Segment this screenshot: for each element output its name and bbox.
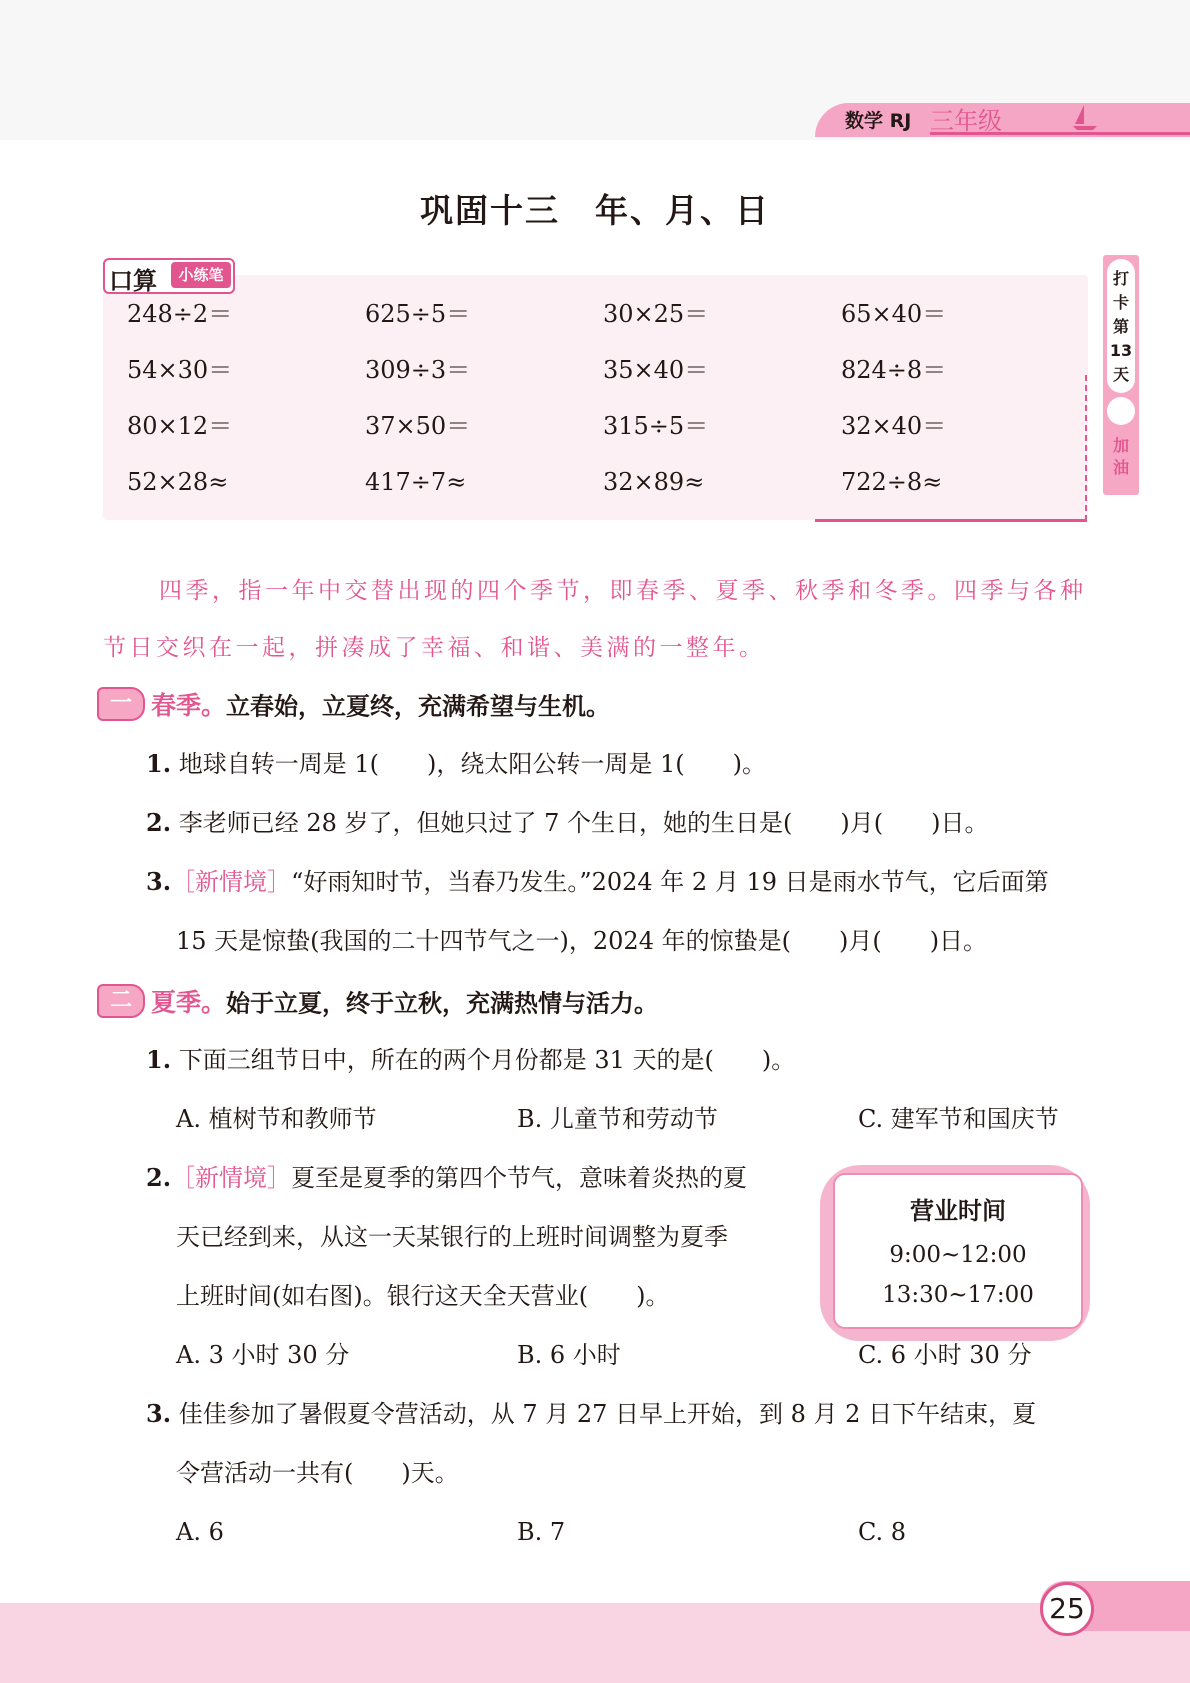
section-header-summer — [97, 983, 658, 1019]
option-b: B. 6 小时 — [517, 1341, 621, 1369]
question-1-3-line2: 15 天是惊蛰(我国的二十四节气之一)，2024 年的惊蛰是( )月( )日。 — [176, 927, 988, 955]
sailboat-icon — [1070, 102, 1100, 132]
section-number: 一 — [109, 691, 132, 716]
checkin-badge — [1103, 255, 1139, 495]
question-text: 李老师已经 28 岁了，但她只过了 7 个生日，她的生日是( )月( )日。 — [171, 809, 989, 837]
question-text: 下面三组节日中，所在的两个月份都是 31 天的是( )。 — [171, 1046, 796, 1074]
question-2-2 — [146, 1161, 747, 1195]
calc-item: 35×40＝ — [603, 356, 709, 384]
question-2-2-line2: 天已经到来，从这一天某银行的上班时间调整为夏季 — [176, 1223, 728, 1251]
option-c: C. 6 小时 30 分 — [858, 1341, 1032, 1369]
page-title: 巩固十三 年、月、日 — [420, 191, 770, 230]
question-number: 2. — [146, 808, 172, 837]
checkin-checkbox[interactable] — [1107, 397, 1135, 425]
oral-label-text: 口算 — [109, 267, 157, 295]
question-number: 1. — [146, 749, 172, 778]
calc-item: 417÷7≈ — [365, 468, 467, 496]
question-text: “好雨知时节，当春乃发生。”2024 年 2 月 19 日是雨水节气，它后面第 — [291, 868, 1049, 896]
question-text: 佳佳参加了暑假夏令营活动，从 7 月 27 日早上开始，到 8 月 2 日下午结束，夏 — [171, 1400, 1037, 1428]
page-number: 25 — [1040, 1582, 1094, 1636]
calc-item: 625÷5＝ — [365, 300, 471, 328]
calc-item: 54×30＝ — [127, 356, 233, 384]
option-b: B. 7 — [517, 1518, 566, 1546]
calc-item: 722÷8≈ — [841, 468, 943, 496]
header-grade: 三年级 — [930, 107, 1002, 135]
section-number-badge — [97, 687, 145, 721]
calculation-grid — [127, 298, 1087, 499]
question-number: 2. — [146, 1163, 172, 1192]
question-1-1 — [146, 747, 766, 781]
section-title: 夏季。 — [151, 988, 227, 1017]
calc-item: 32×40＝ — [841, 412, 947, 440]
section-description: 始于立夏，终于立秋，充满热情与活力。 — [226, 989, 659, 1018]
calc-item: 80×12＝ — [127, 412, 233, 440]
option-a: A. 3 小时 30 分 — [176, 1341, 350, 1369]
calc-item: 30×25＝ — [603, 300, 709, 328]
business-hours-afternoon: 13:30~17:00 — [882, 1282, 1034, 1308]
section-header-spring — [97, 686, 610, 722]
section-number: 二 — [109, 988, 132, 1013]
section-number-badge — [97, 984, 145, 1018]
calc-item: 52×28≈ — [127, 468, 229, 496]
question-2-2-line3: 上班时间(如右图)。银行这天全天营业( )。 — [176, 1282, 670, 1310]
question-1-2 — [146, 806, 988, 840]
business-hours-title: 营业时间 — [910, 1197, 1006, 1225]
option-c: C. 建军节和国庆节 — [858, 1105, 1059, 1133]
calc-item: 315÷5＝ — [603, 412, 709, 440]
checkin-label-box — [1107, 259, 1135, 393]
business-hours-card — [833, 1173, 1083, 1329]
question-number: 3. — [146, 1399, 172, 1428]
intro-paragraph: 四季，指一年中交替出现的四个季节，即春季、夏季、秋季和冬季。四季与各种节日交织在一起，拼凑成了幸福、和谐、美满的一整年。 — [103, 578, 1087, 661]
calc-item: 32×89≈ — [603, 468, 705, 496]
calc-item: 65×40＝ — [841, 300, 947, 328]
question-1-3 — [146, 865, 1049, 899]
oral-calculation-label — [103, 258, 235, 294]
business-hours-morning: 9:00~12:00 — [889, 1242, 1027, 1268]
calc-item: 309÷3＝ — [365, 356, 471, 384]
section-description: 立春始，立夏终，充满希望与生机。 — [226, 692, 611, 721]
question-2-1 — [146, 1043, 795, 1077]
page-footer-band — [0, 1603, 1190, 1683]
question-text: 地球自转一周是 1( )，绕太阳公转一周是 1( )。 — [171, 750, 766, 778]
checkin-day-text: 打 卡 第 13 天 — [1109, 269, 1133, 384]
option-a: A. 6 — [176, 1518, 224, 1546]
question-number: 3. — [146, 867, 172, 896]
calc-item: 824÷8＝ — [841, 356, 947, 384]
new-context-tag: ［新情境］ — [171, 868, 292, 896]
header-subject: 数学 RJ — [845, 110, 912, 132]
question-number: 1. — [146, 1045, 172, 1074]
calc-item: 248÷2＝ — [127, 300, 233, 328]
option-a: A. 植树节和教师节 — [176, 1105, 377, 1133]
option-c: C. 8 — [858, 1518, 907, 1546]
question-text: 夏至是夏季的第四个节气，意味着炎热的夏 — [291, 1164, 748, 1192]
calc-item: 37×50＝ — [365, 412, 471, 440]
new-context-tag: ［新情境］ — [171, 1164, 292, 1192]
section-title: 春季。 — [151, 691, 227, 720]
question-2-3-line2: 令营活动一共有( )天。 — [176, 1459, 459, 1487]
oral-label-tag: 小练笔 — [171, 262, 231, 288]
panel-border-line — [815, 519, 1087, 522]
question-2-3 — [146, 1397, 1036, 1431]
option-b: B. 儿童节和劳动节 — [517, 1105, 718, 1133]
checkin-cheer-text: 加 油 — [1112, 436, 1129, 477]
